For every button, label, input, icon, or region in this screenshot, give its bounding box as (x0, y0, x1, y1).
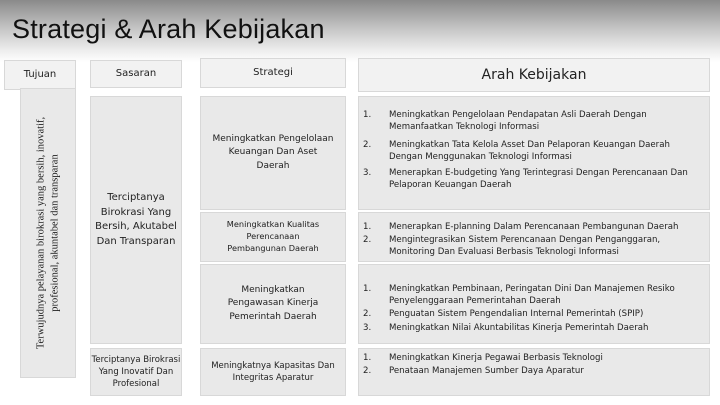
page-title: Strategi & Arah Kebijakan (12, 14, 325, 44)
arah-text: Meningkatkan Kinerja Pegawai Berbasis Teknologi (389, 353, 603, 363)
arah-text: Meningkatkan Pengelolaan Pendapatan Asli Daerah Dengan Memanfaatkan Teknologi Informasi (389, 110, 647, 132)
strategi-cell-3 (200, 264, 346, 344)
strategi-cell-1 (200, 96, 346, 210)
header-tujuan (4, 60, 76, 90)
arah-num: 3. (363, 168, 372, 178)
header-strategi (200, 58, 346, 88)
arah-num: 3. (363, 323, 372, 333)
sasaran-cell-2 (90, 348, 182, 396)
sasaran-text-1: Terciptanya Birokrasi Yang Bersih, Akutabel Dan Transparan (95, 192, 177, 247)
arah-num: 1. (363, 222, 372, 232)
header-sasaran-label: Sasaran (115, 67, 157, 79)
sasaran-text-2: Terciptanya Birokrasi Yang Inovatif Dan Profesional (91, 354, 181, 390)
strategi-text-1: Meningkatkan Pengelolaan Keuangan Dan Aset Daerah (212, 134, 334, 171)
strategi-text-3: Meningkatkan Pengawasan Kinerja Pemerintah Daerah (227, 285, 319, 322)
arah-row-3 (358, 264, 710, 344)
arah-num: 2. (363, 235, 372, 245)
sasaran-cell-1 (90, 96, 182, 344)
header-strategi-label: Strategi (253, 66, 293, 78)
arah-text: Mengintegrasikan Sistem Perencanaan Dengan Penganggaran, Monitoring Dan Evaluasi Berbasis Teknologi Informasi (389, 235, 661, 257)
tujuan-text: Terwujudnya pelayanan birokrasi yang bersih, inovatif, profesional, akuntabel dan transparan (35, 116, 60, 350)
arah-text: Penguatan Sistem Pengendalian Internal Pemerintah (SPIP) (389, 309, 644, 319)
strategi-cell-2 (200, 212, 346, 262)
arah-text: Meningkatkan Nilai Akuntabilitas Kinerja Pemerintah Daerah (389, 323, 649, 333)
arah-row-4 (358, 348, 710, 396)
strategi-text-4: Meningkatnya Kapasitas Dan Integritas Aparatur (211, 360, 335, 383)
arah-text: Menerapkan E-planning Dalam Perencanaan Pembangunan Daerah (389, 222, 679, 232)
arah-text: Menerapkan E-budgeting Yang Terintegrasi Dengan Perencanaan Dan Pelaporan Keuangan Daerah (389, 168, 688, 190)
arah-text: Meningkatkan Pembinaan, Peringatan Dini Dan Manajemen Resiko Penyelenggaraan Pemerintahan Daerah (389, 284, 675, 306)
header-sasaran (90, 60, 182, 88)
arah-num: 2. (363, 140, 372, 150)
arah-row-2 (358, 212, 710, 262)
arah-row-1 (358, 96, 710, 210)
arah-num: 1. (363, 284, 372, 294)
tujuan-cell (20, 88, 76, 378)
header-tujuan-label: Tujuan (23, 68, 57, 80)
arah-text: Penataan Manajemen Sumber Daya Aparatur (389, 366, 584, 376)
strategi-cell-4 (200, 348, 346, 396)
header-arah-label: Arah Kebijakan (481, 66, 587, 83)
header-arah-kebijakan (358, 58, 710, 92)
arah-num: 1. (363, 110, 372, 120)
strategi-text-2: Meningkatkan Kualitas Perencanaan Pembangunan Daerah (226, 219, 320, 253)
arah-num: 1. (363, 353, 372, 363)
arah-num: 2. (363, 366, 372, 376)
arah-text: Meningkatkan Tata Kelola Asset Dan Pelaporan Keuangan Daerah Dengan Menggunakan Teknologi Informasi (389, 140, 670, 162)
arah-num: 2. (363, 309, 372, 319)
